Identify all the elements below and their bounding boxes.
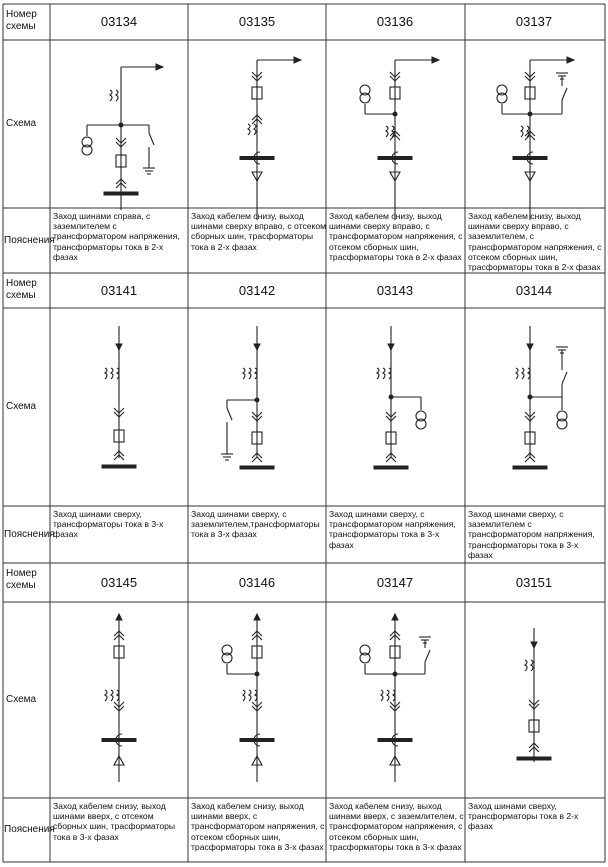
scheme-code: 03146: [238, 574, 276, 590]
single-line-diagram: [360, 57, 439, 220]
scheme-description: Заход кабелем снизу, выход шинами вверх, с отсеком сборных шин, трасформаторы тока в 3-х фазах: [53, 801, 176, 842]
explanation-row-label: Пояснения: [4, 824, 55, 835]
explanation-row-label: Пояснения: [4, 528, 55, 540]
scheme-description: Заход шинами сверху, с заземлителем с трансформатором напряжения, трансформаторы тока в 3-х фазах: [468, 509, 595, 560]
scheme-number-label: Номер схемы: [6, 568, 37, 591]
scheme-description: Заход шинами справа, с заземлителем с трансформатором напряжения, трансформаторы тока в 2-х фазах: [53, 211, 180, 262]
single-line-diagram: [497, 57, 574, 220]
scheme-code: 03135: [238, 14, 276, 29]
scheme-code: 03134: [100, 14, 138, 29]
single-line-diagram: [374, 326, 426, 469]
scheme-code: 03136: [376, 14, 414, 29]
scheme-code: 03142: [238, 282, 276, 298]
single-line-diagram: [102, 614, 136, 782]
scheme-row-label: Схема: [6, 694, 37, 705]
single-line-diagram: [240, 57, 301, 220]
scheme-description: Заход шинами сверху, с заземлителем,трансформаторы тока в 3-х фазах: [191, 509, 320, 540]
single-line-diagram: [360, 614, 431, 782]
single-line-diagram: [222, 614, 274, 782]
grid-lines: [3, 4, 605, 862]
scheme-description: Заход шинами сверху, трансформаторы тока в 3-х фазах: [53, 509, 164, 540]
scheme-description: Заход кабелем снизу, выход шинами сверху вправо, с отсеком сборных шин, трасформаторы тока в 2-х фазах: [191, 211, 327, 252]
single-line-diagram: [102, 326, 136, 468]
scheme-number-label: Номер схемы: [6, 278, 37, 301]
single-line-diagram: [82, 64, 163, 210]
scheme-row-label: Схема: [6, 401, 37, 412]
single-line-diagram: [513, 326, 568, 469]
scheme-code: 03144: [515, 282, 553, 298]
scheme-code: 03141: [100, 282, 138, 298]
scheme-number-label: Номер схемы: [6, 9, 37, 32]
scheme-description: Заход шинами сверху, трансформаторы тока в 2-х фазах: [468, 801, 579, 832]
scheme-description: Заход кабелем снизу, выход шинами сверху вправо, с трансформатором напряжения, с отсеком сборных шин, трасформаторы тока в 2-х фазах: [329, 211, 463, 262]
explanation-row-label: Пояснения: [4, 234, 55, 246]
scheme-row-label: Схема: [6, 118, 37, 129]
scheme-description: Заход шинами сверху, с трансформатором напряжения, трансформаторы тока в 3-х фазах: [329, 509, 456, 550]
scheme-code: 03147: [376, 574, 414, 590]
scheme-description: Заход кабелем снизу, выход шинами вверх, с заземлителем, с трансформатором напряжения, с отсеком сборных шин, трасформаторы тока в 3-х фазах: [329, 801, 464, 852]
scheme-code: 03143: [376, 282, 414, 298]
scheme-description: Заход кабелем снизу, выход шинами вверх, с трансформатором напряжения, с отсеком сборных шин, трасформаторы тока в 3-х фазах: [191, 801, 325, 852]
single-line-diagram: [221, 326, 274, 469]
single-line-diagram: [517, 628, 551, 762]
scheme-description: Заход кабелем снизу, выход шинами сверху вправо, с заземлителем, с трансформатором напряжения, с отсеком сборных шин, трасформаторы тока в 2-х фазах: [468, 211, 602, 273]
scheme-code: 03145: [100, 574, 138, 590]
scheme-code: 03137: [515, 14, 553, 29]
scheme-code: 03151: [515, 574, 553, 590]
